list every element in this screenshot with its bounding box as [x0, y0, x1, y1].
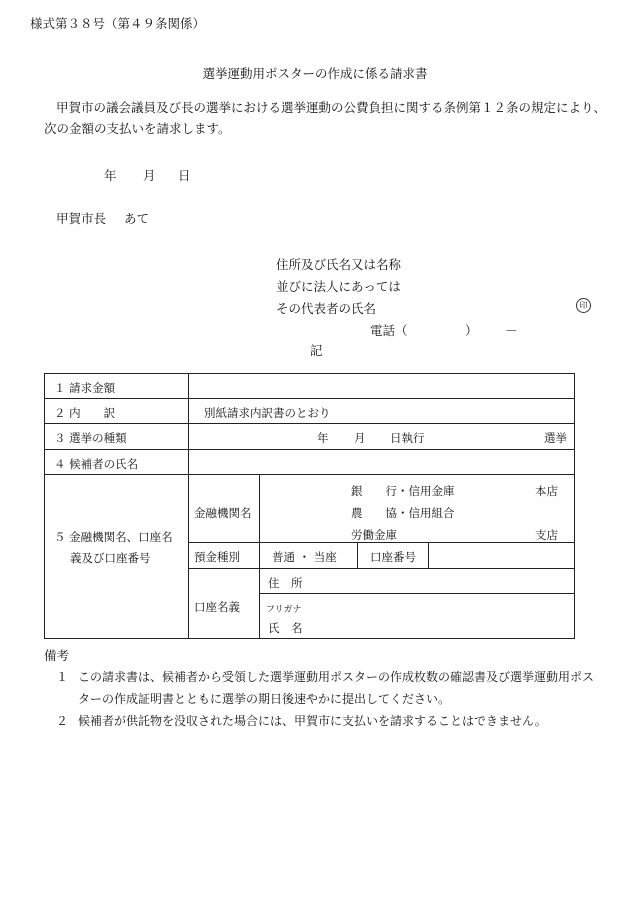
- note-number: １: [56, 670, 69, 684]
- account-number-label: 口座番号: [370, 550, 416, 564]
- bank-option-agri: 農 協・信用組合: [351, 506, 455, 520]
- note-text: この請求書は、候補者から受領した選挙運動用ポスターの作成枚数の確認書及び選挙運動用ポスターの作成証明書とともに選挙の期日後速やかに提出してください。: [78, 670, 595, 706]
- holder-address-label: 住 所: [268, 576, 303, 590]
- branch-sub: 支店: [535, 528, 558, 542]
- phone-dash: －: [505, 323, 518, 338]
- intro-paragraph: 甲賀市の議会議員及び長の選挙における選挙運動の公費負担に関する条例第１２条の規定により、次の金額の支払いを請求します。: [44, 100, 607, 136]
- deposit-type-value: 普通 ・ 当座: [272, 550, 337, 564]
- bank-option-labor: 労働金庫: [351, 528, 397, 542]
- applicant-line-3: その代表者の氏名: [276, 301, 377, 316]
- seal-mark: 印: [576, 298, 591, 313]
- holder-furigana-label: フリガナ: [266, 605, 302, 615]
- applicant-line-2: 並びに法人にあっては: [276, 279, 401, 294]
- row-bank-label-1: ５ 金融機関名、口座名: [54, 530, 173, 544]
- request-table: [44, 373, 575, 639]
- addressee-name: 甲賀市長: [56, 211, 107, 226]
- date-year: 年: [104, 168, 117, 183]
- date-month: 月: [143, 168, 156, 183]
- date-day: 日: [178, 168, 191, 183]
- note-number: ２: [56, 714, 69, 728]
- deposit-type-label: 預金種別: [194, 550, 240, 564]
- note-item: [56, 710, 604, 732]
- bank-name-label: 金融機関名: [194, 506, 252, 520]
- ki-marker: 記: [310, 343, 323, 358]
- election-year: 年: [317, 431, 329, 445]
- phone-close: ）: [465, 323, 478, 338]
- branch-main: 本店: [535, 484, 558, 498]
- election-suffix: 選挙: [544, 431, 567, 445]
- row-election-label: ３ 選挙の種類: [54, 431, 127, 445]
- note-item: [56, 666, 604, 710]
- holder-name-label: 氏 名: [268, 621, 303, 635]
- addressee: [56, 209, 149, 227]
- row-breakdown-value: 別紙請求内訳書のとおり: [204, 406, 331, 420]
- note-text: 候補者が供託物を没収された場合には、甲賀市に支払いを請求することはできません。: [78, 714, 547, 728]
- document-title: 選挙運動用ポスターの作成に係る請求書: [202, 66, 428, 81]
- election-day-exec: 日執行: [390, 431, 425, 445]
- notes-heading: 備考: [44, 648, 70, 663]
- election-month: 月: [354, 431, 366, 445]
- addressee-suffix: あて: [124, 211, 150, 226]
- form-number: 様式第３８号（第４９条関係）: [30, 16, 206, 31]
- row-breakdown-label: ２ 内 訳: [54, 406, 116, 420]
- bank-option-bank: 銀 行・信用金庫: [351, 484, 455, 498]
- row-amount-label: １ 請求金額: [54, 381, 116, 395]
- row-candidate-label: ４ 候補者の氏名: [54, 457, 139, 471]
- phone-label: 電話（: [370, 323, 408, 338]
- row-bank-label-2: 義及び口座番号: [70, 551, 151, 565]
- applicant-line-1: 住所及び氏名又は名称: [276, 257, 402, 272]
- account-holder-label: 口座名義: [194, 600, 240, 614]
